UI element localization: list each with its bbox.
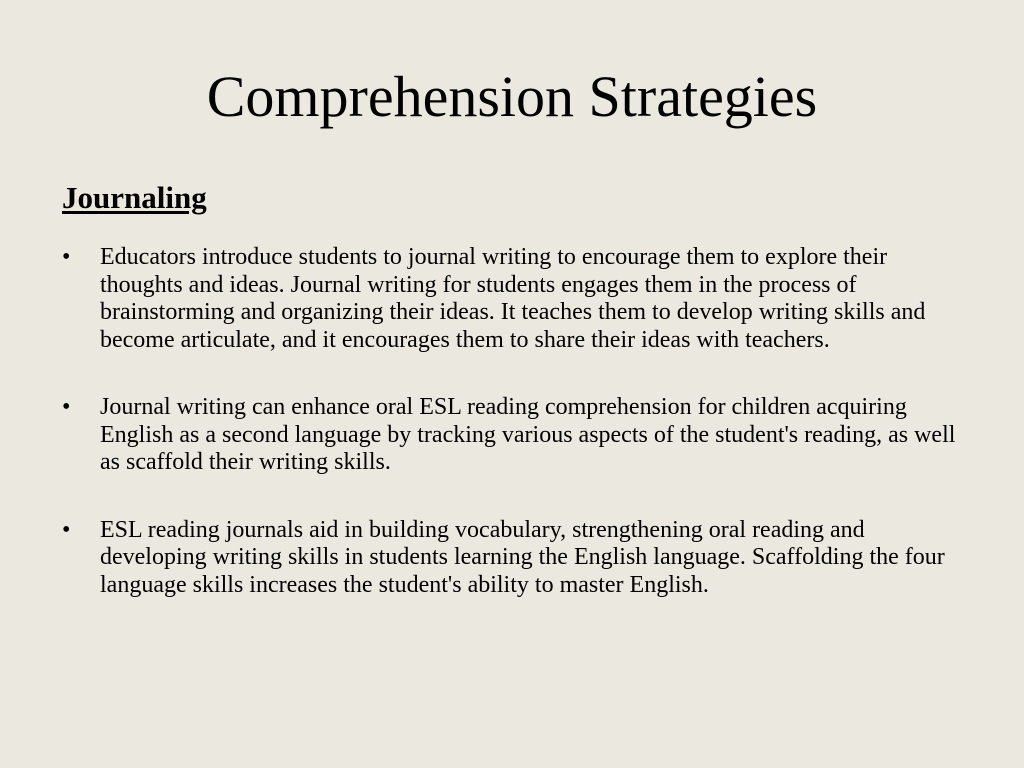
bullet-item bbox=[62, 244, 962, 354]
slide-title: Comprehension Strategies bbox=[206, 64, 818, 129]
bullet-list bbox=[62, 244, 962, 639]
bullet-text: Journal writing can enhance oral ESL reading comprehension for children acquiring English as a second language by tracking various aspects of the student's reading, as well as scaffold their writing skills. bbox=[100, 394, 956, 475]
bullet-dot-icon: • bbox=[62, 244, 71, 270]
bullet-text: ESL reading journals aid in building vocabulary, strengthening oral reading and developing writing skills in students learning the English language. Scaffolding the four language skills increases the student's ability to master English. bbox=[100, 516, 945, 598]
section-heading: Journaling bbox=[62, 180, 207, 215]
bullet-item bbox=[62, 394, 962, 477]
bullet-dot-icon: • bbox=[62, 516, 71, 543]
bullet-text: Educators introduce students to journal writing to encourage them to explore their thoughts and ideas. Journal writing for students engages them in the process of brainstorming and organizing their ideas. It teaches them to develop writing skills and become articulate, and it encourages them to share their ideas with teachers. bbox=[100, 244, 926, 353]
bullet-dot-icon: • bbox=[62, 394, 71, 420]
bullet-item bbox=[62, 517, 962, 600]
